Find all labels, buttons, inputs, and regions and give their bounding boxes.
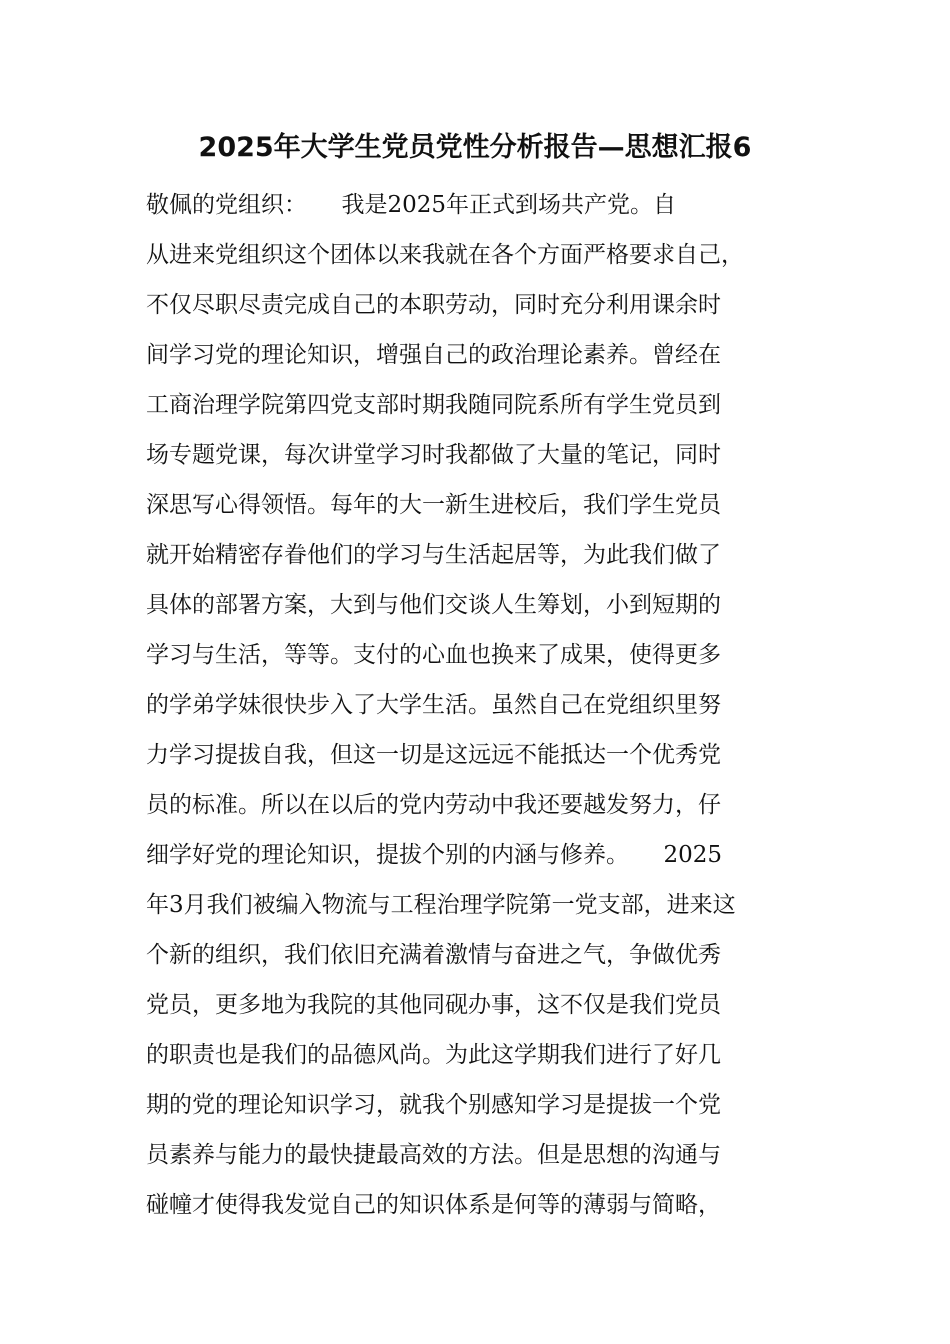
body-line: 就开始精密存眷他们的学习与生活起居等，为此我们做了 (146, 542, 721, 568)
body-line: 的学弟学妹很快步入了大学生活。虽然自己在党组织里努 (146, 692, 721, 718)
body-line: 细学好党的理论知识，提拔个别的内涵与修养。 2025 (146, 842, 723, 868)
body-line: 年3月我们被编入物流与工程治理学院第一党支部，进来这 (146, 892, 736, 918)
body-line: 不仅尽职尽责完成自己的本职劳动，同时充分利用课余时 (146, 292, 721, 318)
document-title: 2025年大学生党员党性分析报告—思想汇报6 (198, 132, 752, 163)
body-line: 工商治理学院第四党支部时期我随同院系所有学生党员到 (146, 392, 721, 418)
body-line: 员素养与能力的最快捷最高效的方法。但是思想的沟通与 (146, 1142, 721, 1168)
body-line: 碰幢才使得我发觉自己的知识体系是何等的薄弱与简略， (146, 1192, 721, 1218)
body-line: 期的党的理论知识学习，就我个别感知学习是提拔一个党 (146, 1092, 721, 1118)
body-line: 从进来党组织这个团体以来我就在各个方面严格要求自己， (146, 242, 744, 268)
body-line: 员的标准。所以在以后的党内劳动中我还要越发努力，仔 (146, 792, 721, 818)
body-line: 党员，更多地为我院的其他同砚办事，这不仅是我们党员 (146, 992, 721, 1018)
document-body (146, 180, 806, 1230)
body-line: 场专题党课，每次讲堂学习时我都做了大量的笔记，同时 (146, 442, 721, 468)
body-line: 学习与生活，等等。支付的心血也换来了成果，使得更多 (146, 642, 721, 668)
body-line: 深思写心得领悟。每年的大一新生进校后，我们学生党员 (146, 492, 721, 518)
body-line: 力学习提拔自我，但这一切是这远远不能抵达一个优秀党 (146, 742, 721, 768)
body-line: 的职责也是我们的品德风尚。为此这学期我们进行了好几 (146, 1042, 721, 1068)
body-line: 间学习党的理论知识，增强自己的政治理论素养。曾经在 (146, 342, 721, 368)
body-line: 个新的组织，我们依旧充满着激情与奋进之气，争做优秀 (146, 942, 721, 968)
body-line: 具体的部署方案，大到与他们交谈人生筹划，小到短期的 (146, 592, 721, 618)
body-line: 敬佩的党组织： 我是2025年正式到场共产党。自 (146, 192, 677, 218)
